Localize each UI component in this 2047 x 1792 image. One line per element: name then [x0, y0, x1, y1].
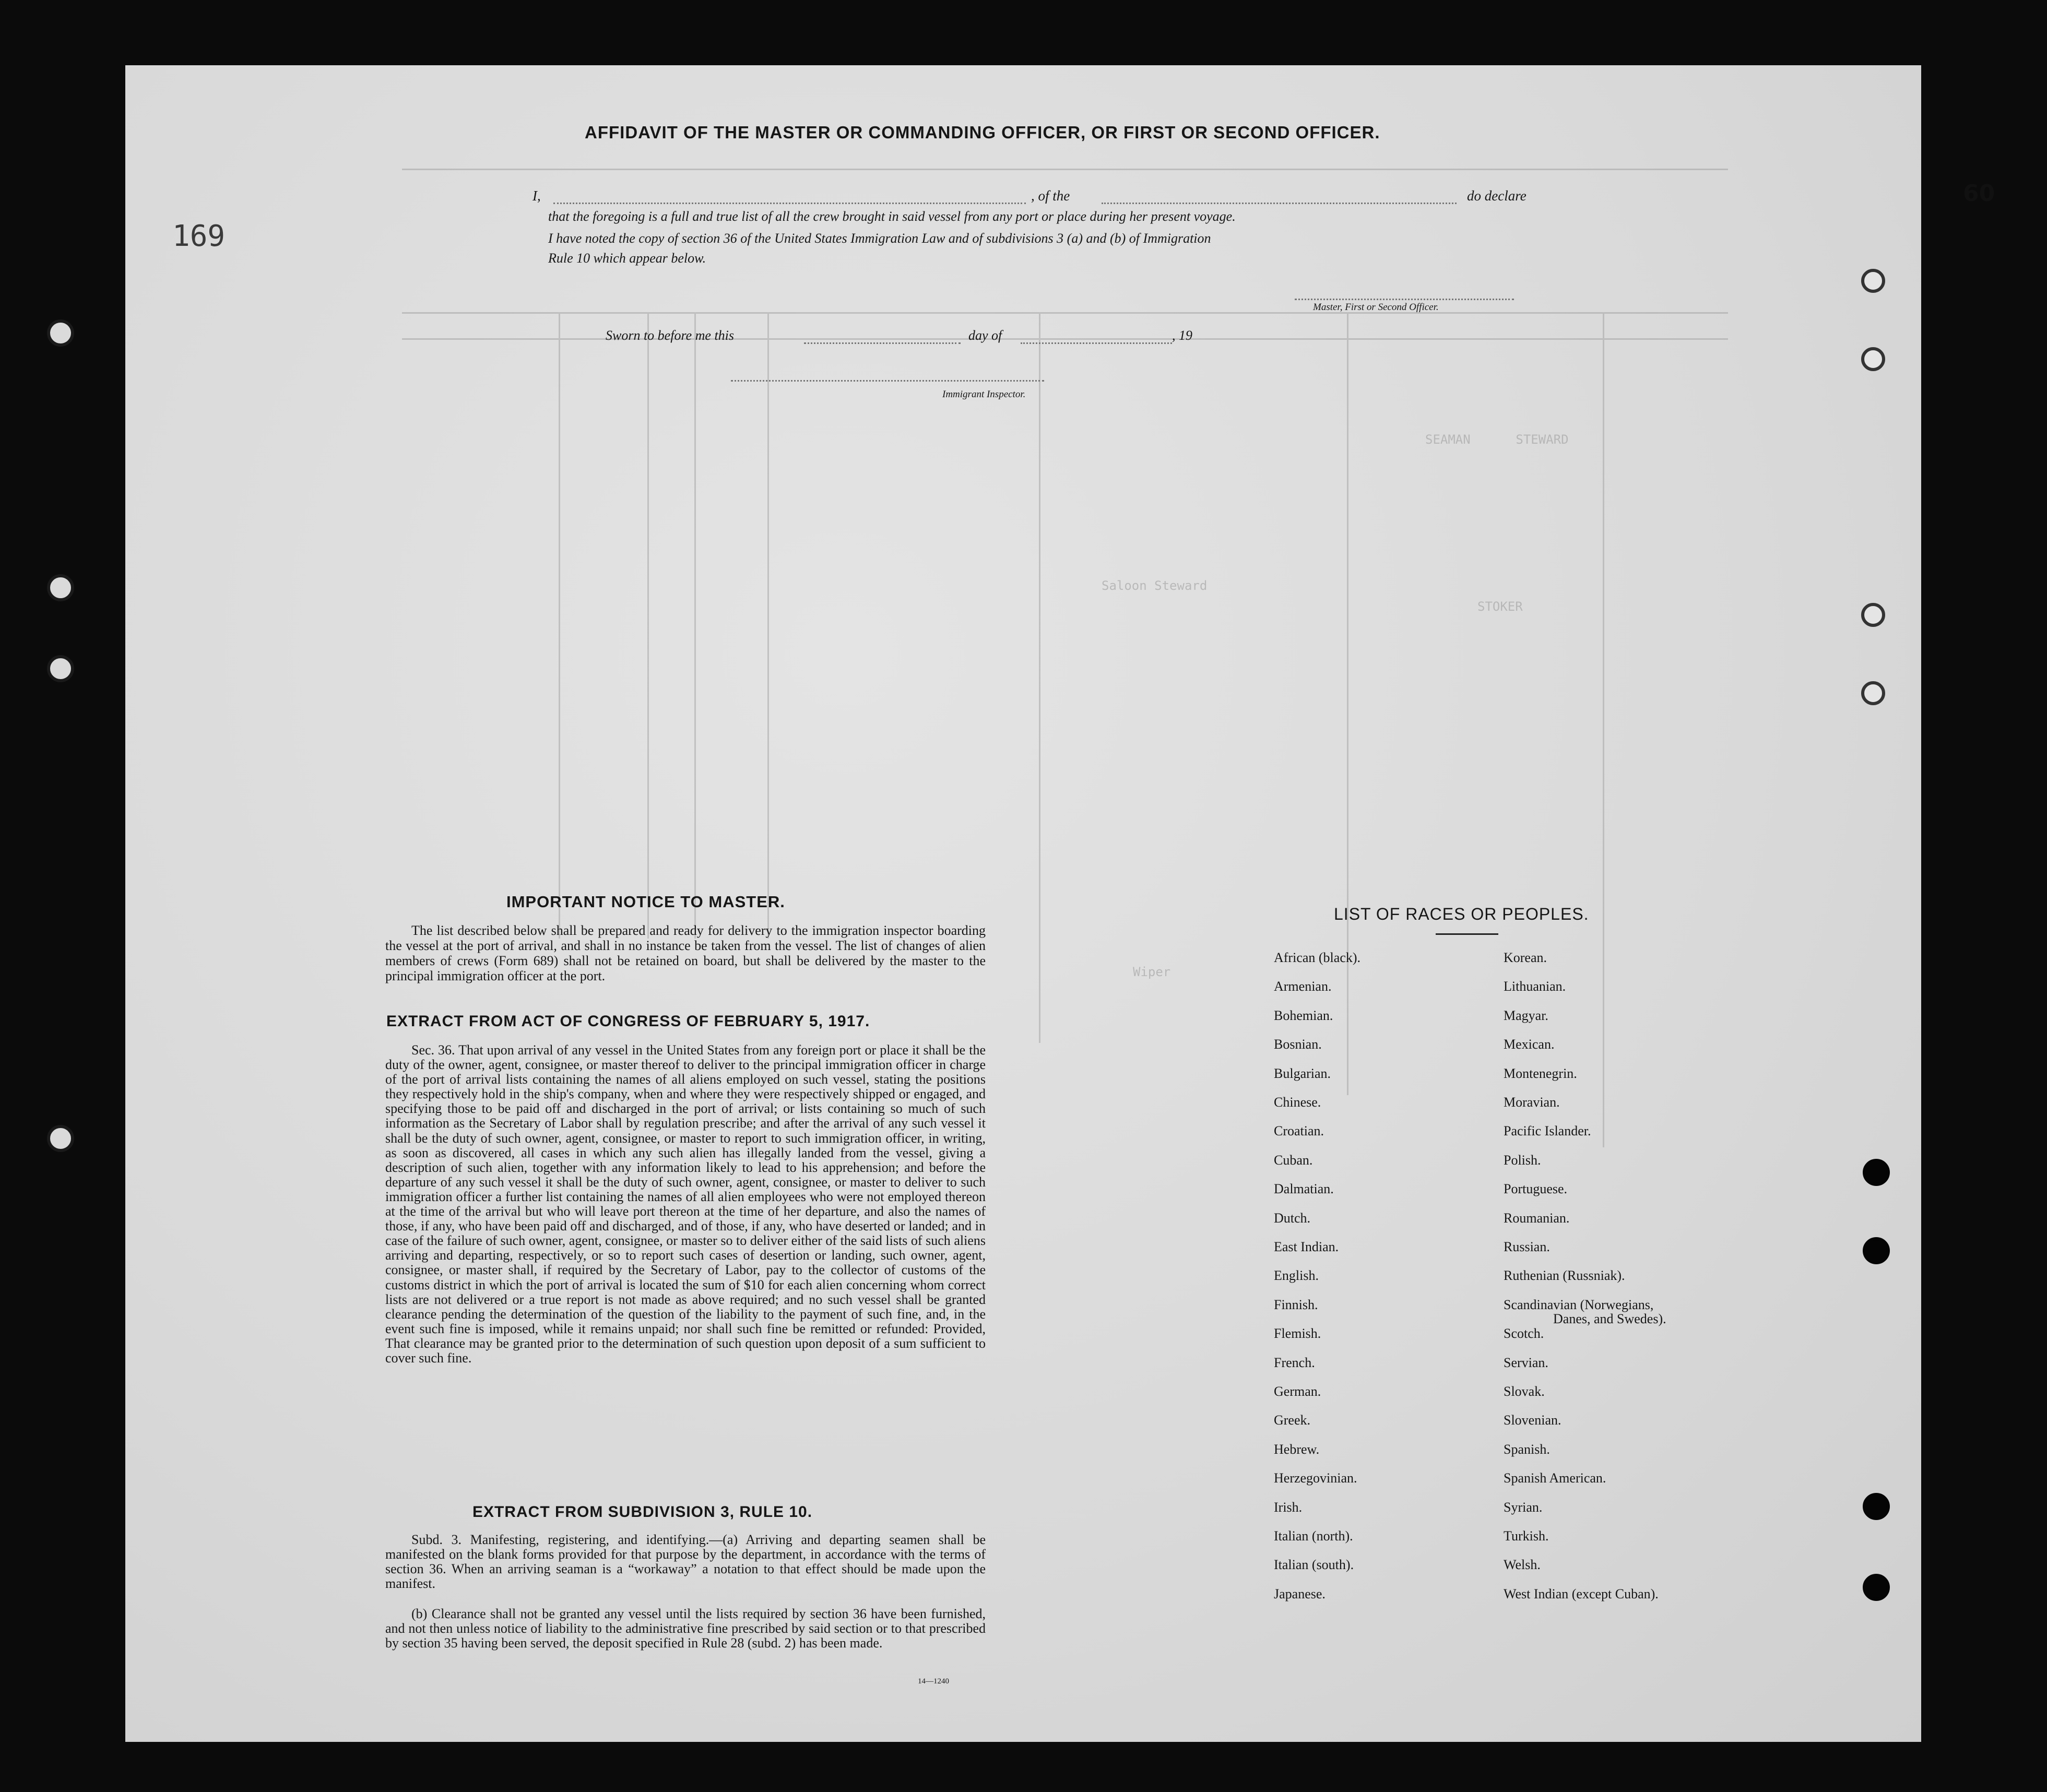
race-item: Scotch. — [1504, 1326, 1544, 1342]
races-list-title: LIST OF RACES OR PEOPLES. — [1334, 905, 1589, 923]
master-signature-label: Master, First or Second Officer. — [1313, 302, 1439, 313]
race-item: Servian. — [1504, 1355, 1548, 1370]
race-item: French. — [1274, 1355, 1315, 1370]
margin-edge-number: 60 — [1963, 180, 1995, 207]
right-punch-hole — [1863, 1574, 1890, 1601]
sworn-month-blank[interactable] — [1021, 342, 1172, 344]
race-item: Croatian. — [1274, 1123, 1324, 1139]
vessel-name-blank[interactable] — [1102, 203, 1457, 204]
race-item: Armenian. — [1274, 979, 1332, 994]
right-punch-hole — [1863, 1493, 1890, 1520]
affidavit-title: AFFIDAVIT OF THE MASTER OR COMMANDING OFFICER, OR FIRST OR SECOND OFFICER. — [585, 123, 1380, 142]
race-item: Montenegrin. — [1504, 1065, 1577, 1081]
race-item: Spanish American. — [1504, 1470, 1606, 1486]
race-item: Syrian. — [1504, 1499, 1543, 1515]
bleed-through-manifest-grid: SEAMAN STEWARD STOKER Saloon Steward Wiper — [402, 140, 1728, 1461]
race-item: Dalmatian. — [1274, 1181, 1334, 1197]
affidavit-do-declare: do declare — [1467, 188, 1527, 204]
race-item-continuation: Danes, and Swedes). — [1553, 1311, 1666, 1326]
year-prefix: , 19 — [1172, 328, 1192, 343]
affidavit-i: I, — [533, 188, 541, 204]
rule-subd-b: (b) Clearance shall not be granted any vessel until the lists required by section 36 have been furnished, and not then unless notice of liability to the administrative fine prescribed by said section or to that prescribed by section 35 having been served, the deposit specified in Rule 28 (subd. 2) has been made. — [385, 1606, 986, 1651]
race-item: Russian. — [1504, 1239, 1550, 1254]
left-punch-hole — [47, 655, 74, 682]
form-number: 14—1240 — [918, 1677, 949, 1686]
race-item: Pacific Islander. — [1504, 1123, 1591, 1139]
rule-extract-title: EXTRACT FROM SUBDIVISION 3, RULE 10. — [472, 1503, 813, 1521]
race-item: Finnish. — [1274, 1297, 1318, 1312]
race-item: Japanese. — [1274, 1586, 1326, 1601]
race-item: Scandinavian (Norwegians, — [1504, 1297, 1654, 1312]
right-punch-hole — [1863, 1159, 1890, 1186]
race-item: Flemish. — [1274, 1326, 1321, 1342]
right-punch-hole — [1861, 681, 1885, 705]
race-item: English. — [1274, 1268, 1319, 1284]
act-section-36-body: Sec. 36. That upon arrival of any vessel in the United States from any foreign port or place it shall be the duty of the owner, agent, consignee, or master thereof to deliver to the principal immigration officer in charge of the port of arrival lists containing the names of all aliens employed on such vessel, stating the positions they respectively hold in the ship's company, when and where they were respectively shipped or engaged, and specifying those to be paid off and discharged in the port of arrival; or lists containing so much of such information as the Secretary of Labor shall by regulation prescribe; and after the arrival of any such vessel it shall be the duty of such owner, agent, consignee, or master to report to such immigration officer, in writing, as soon as discovered, all cases in which any such alien has illegally landed from the vessel, giving a description of such alien, together with any information likely to lead to his apprehension; and before the departure of any such vessel it shall be the duty of such owner, agent, consignee, or master to deliver to such immigration officer a further list containing the names of all alien employees who were not employed thereon at the time of the arrival but who will leave port thereon at the time of her departure, and also the names of those, if any, who have been paid off and discharged, and of those, if any, who have deserted or landed; and in case of the failure of such owner, agent, consignee, or master so to deliver either of the said lists of such aliens arriving and departing, respectively, or so to report such cases of desertion or landing, such owner, agent, consignee, or master shall, if required by the Secretary of Labor, pay to the collector of customs of the customs district in which the port of arrival is located the sum of $10 for each alien concerning whom correct lists are not delivered or a true report is not made as above required; and no such vessel shall be granted clearance pending the determination of the question of the liability to the payment of such fine, and, in the event such fine is imposed, while it remains unpaid; nor shall such fine be remitted or refunded: Provided, That clearance may be granted prior to the determination of such question upon deposit of a sum sufficient to cover such fine. — [385, 1042, 986, 1366]
race-item: Chinese. — [1274, 1095, 1321, 1110]
race-item: Slovenian. — [1504, 1413, 1561, 1428]
race-item: Portuguese. — [1504, 1181, 1568, 1197]
inspector-signature-line[interactable] — [731, 380, 1044, 382]
rule-subd-a: Subd. 3. Manifesting, registering, and identifying.—(a) Arriving and departing seamen shall be manifested on the blank forms provided for that purpose by the department, in accordance with the terms of section 36. When an arriving seaman is a “workaway” a notation to that effect should be made upon the manifest. — [385, 1532, 986, 1591]
race-item: Turkish. — [1504, 1528, 1549, 1544]
race-item: Roumanian. — [1504, 1210, 1570, 1226]
race-item: Italian (north). — [1274, 1528, 1353, 1544]
race-item: German. — [1274, 1384, 1321, 1399]
day-of-label: day of — [968, 328, 1002, 343]
affidavit-of-the: , of the — [1031, 188, 1070, 204]
act-extract-title: EXTRACT FROM ACT OF CONGRESS OF FEBRUARY 5, 1917. — [386, 1013, 870, 1030]
margin-page-number: 169 — [172, 219, 226, 253]
race-item: Slovak. — [1504, 1384, 1545, 1399]
race-item: East Indian. — [1274, 1239, 1339, 1254]
race-item: Greek. — [1274, 1413, 1311, 1428]
race-item: Cuban. — [1274, 1152, 1313, 1168]
race-item: Bulgarian. — [1274, 1065, 1331, 1081]
race-item: Ruthenian (Russniak). — [1504, 1268, 1625, 1284]
race-item: Lithuanian. — [1504, 979, 1566, 994]
master-signature-line[interactable] — [1295, 299, 1514, 300]
left-punch-hole — [47, 1125, 74, 1152]
left-punch-hole — [47, 319, 74, 347]
right-punch-hole — [1863, 1237, 1890, 1264]
races-title-rule — [1436, 933, 1498, 935]
right-punch-hole — [1861, 269, 1885, 293]
race-item: Irish. — [1274, 1499, 1303, 1515]
notice-body: The list described below shall be prepared and ready for delivery to the immigration inspector boarding the vessel at the port of arrival, and shall in no instance be taken from the vessel. The list of changes of alien members of crews (Form 689) shall not be retained on board, but shall be delivered by the master to the principal immigration officer at the port. — [385, 923, 986, 983]
sworn-day-blank[interactable] — [804, 342, 961, 344]
notice-title: IMPORTANT NOTICE TO MASTER. — [506, 893, 785, 911]
master-name-blank[interactable] — [553, 203, 1026, 204]
affidavit-line-4: Rule 10 which appear below. — [548, 251, 706, 266]
race-item: Bohemian. — [1274, 1007, 1333, 1023]
race-item: Moravian. — [1504, 1095, 1560, 1110]
race-item: Herzegovinian. — [1274, 1470, 1357, 1486]
race-item: Spanish. — [1504, 1441, 1550, 1457]
race-item: Hebrew. — [1274, 1441, 1320, 1457]
race-item: West Indian (except Cuban). — [1504, 1586, 1659, 1601]
race-item: Polish. — [1504, 1152, 1541, 1168]
inspector-label: Immigrant Inspector. — [942, 389, 1026, 400]
race-item: African (black). — [1274, 950, 1361, 965]
race-item: Korean. — [1504, 950, 1547, 965]
right-punch-hole — [1861, 603, 1885, 627]
sworn-label: Sworn to before me this — [606, 328, 735, 343]
right-punch-hole — [1861, 347, 1885, 371]
race-item: Bosnian. — [1274, 1037, 1322, 1052]
race-item: Welsh. — [1504, 1557, 1541, 1573]
affidavit-line-3: I have noted the copy of section 36 of the United States Immigration Law and of subdivisions 3 (a) and (b) of Immigration — [548, 231, 1211, 246]
race-item: Dutch. — [1274, 1210, 1311, 1226]
affidavit-line-2: that the foregoing is a full and true list of all the crew brought in said vessel from any port or place during her present voyage. — [548, 209, 1236, 224]
race-item: Mexican. — [1504, 1037, 1555, 1052]
left-punch-hole — [47, 574, 74, 601]
race-item: Magyar. — [1504, 1007, 1548, 1023]
race-item: Italian (south). — [1274, 1557, 1354, 1573]
